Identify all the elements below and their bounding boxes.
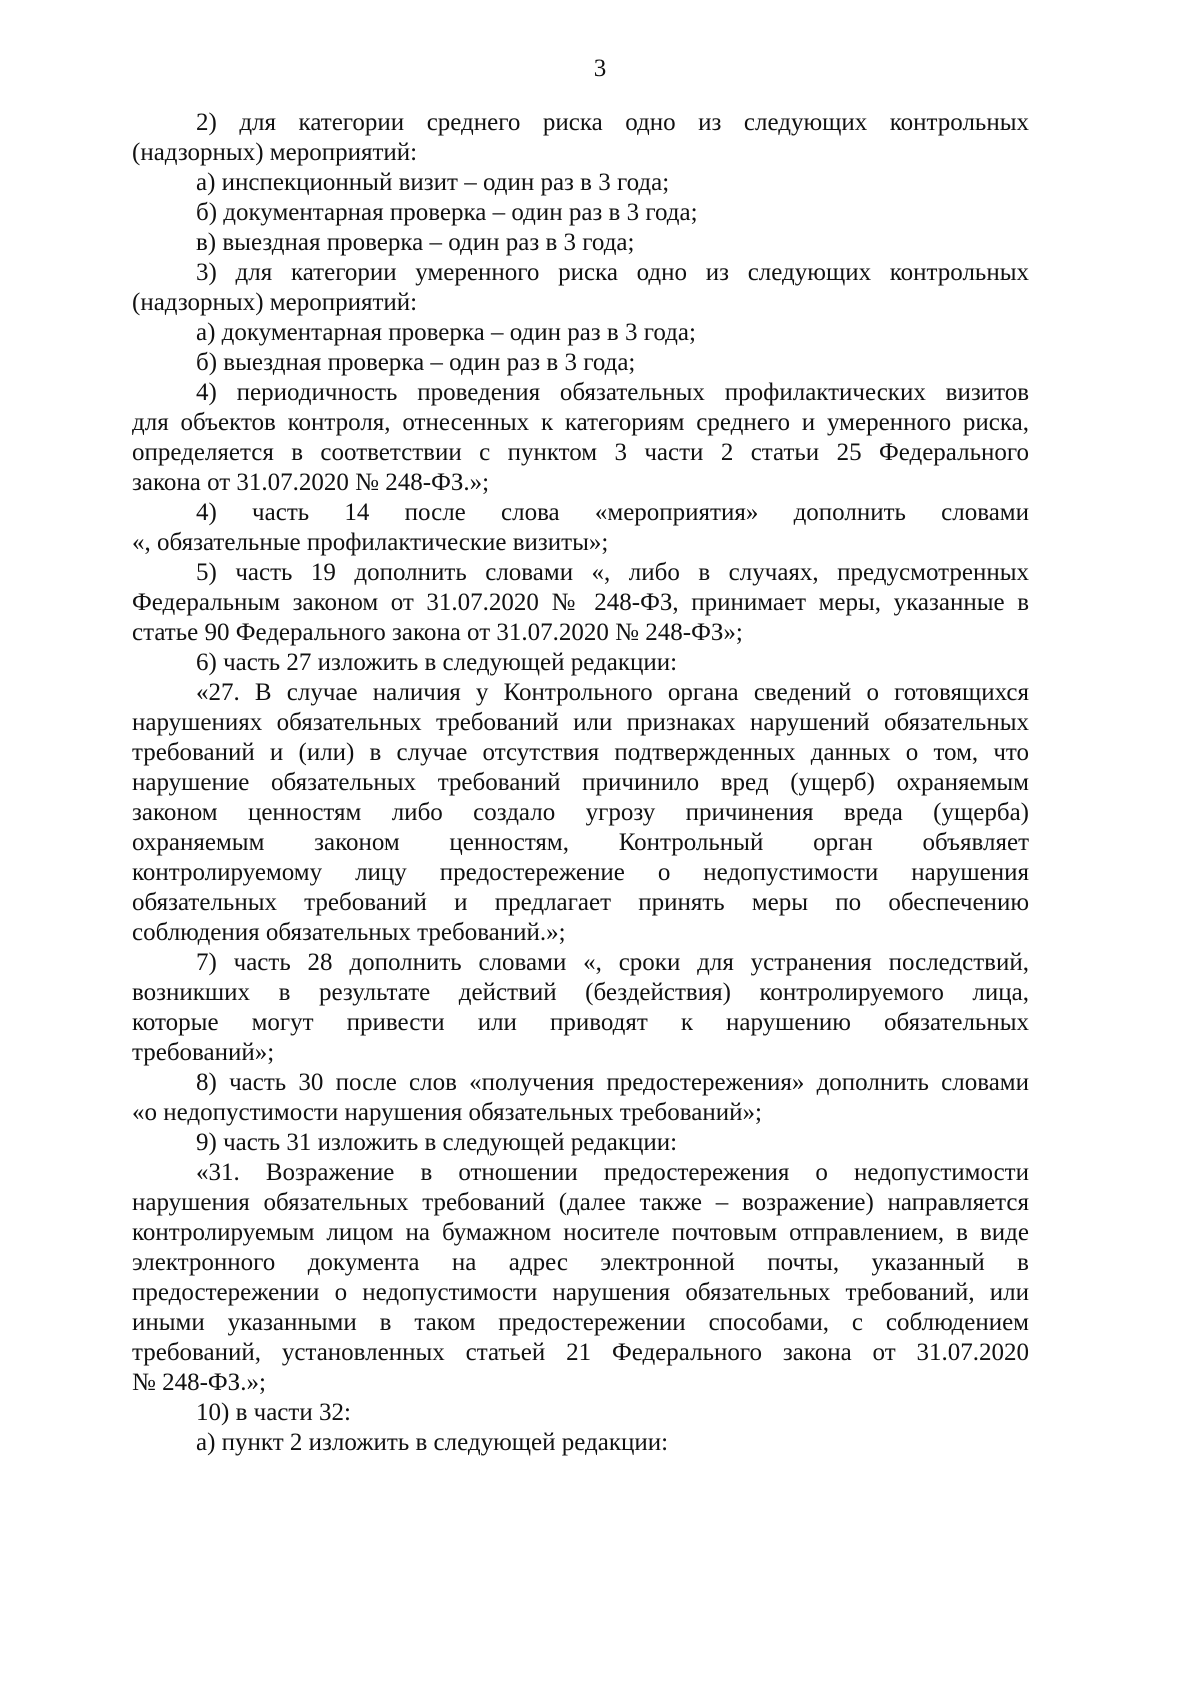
document-body — [132, 108, 1029, 1458]
text-line: которые могут привести или приводят к нарушению обязательных — [132, 1009, 1029, 1036]
text-line: определяется в соответствии с пунктом 3 части 2 статьи 25 Федерального — [132, 439, 1029, 466]
text-line: требований, установленных статьей 21 Федерального закона от 31.07.2020 — [132, 1339, 1029, 1366]
text-line: 4) периодичность проведения обязательных профилактических визитов — [196, 379, 1029, 406]
text-line: 3) для категории умеренного риска одно из следующих контрольных — [196, 259, 1029, 286]
text-line: 6) часть 27 изложить в следующей редакции: — [196, 649, 678, 676]
text-line: требований»; — [132, 1039, 275, 1066]
text-line: иными указанными в таком предостережении способами, с соблюдением — [132, 1309, 1029, 1336]
text-line: 4) часть 14 после слова «мероприятия» дополнить словами — [196, 499, 1029, 526]
text-line: б) выездная проверка – один раз в 3 года; — [196, 349, 636, 376]
text-line: 10) в части 32: — [196, 1399, 351, 1426]
text-line: в) выездная проверка – один раз в 3 года; — [196, 229, 635, 256]
text-line: возникших в результате действий (бездействия) контролируемого лица, — [132, 979, 1029, 1006]
text-line: 7) часть 28 дополнить словами «, сроки для устранения последствий, — [196, 949, 1029, 976]
text-line: 2) для категории среднего риска одно из следующих контрольных — [196, 109, 1029, 136]
text-line: статье 90 Федерального закона от 31.07.2020 № 248-ФЗ»; — [132, 619, 743, 646]
text-line: законом ценностям либо создало угрозу причинения вреда (ущерба) — [132, 799, 1029, 826]
text-line: закона от 31.07.2020 № 248-ФЗ.»; — [132, 469, 490, 496]
text-line: 8) часть 30 после слов «получения предостережения» дополнить словами — [196, 1069, 1029, 1096]
text-line: а) документарная проверка – один раз в 3 года; — [196, 319, 696, 346]
page-number: 3 — [593, 55, 607, 82]
text-line: Федеральным законом от 31.07.2020 № 248-ФЗ, принимает меры, указанные в — [132, 589, 1029, 616]
text-line: а) пункт 2 изложить в следующей редакции: — [196, 1429, 669, 1456]
text-line: для объектов контроля, отнесенных к категориям среднего и умеренного риска, — [132, 409, 1029, 436]
text-line: охраняемым законом ценностям, Контрольный орган объявляет — [132, 829, 1029, 856]
text-line: 5) часть 19 дополнить словами «, либо в случаях, предусмотренных — [196, 559, 1029, 586]
text-line: «, обязательные профилактические визиты»; — [132, 529, 609, 556]
text-line: контролируемым лицом на бумажном носителе почтовым отправлением, в виде — [132, 1219, 1029, 1246]
text-line: «27. В случае наличия у Контрольного органа сведений о готовящихся — [196, 679, 1029, 706]
text-line: «31. Возражение в отношении предостережения о недопустимости — [196, 1159, 1029, 1186]
text-line: нарушения обязательных требований (далее также – возражение) направляется — [132, 1189, 1029, 1216]
text-line: контролируемому лицу предостережение о недопустимости нарушения — [132, 859, 1029, 886]
text-line: № 248-ФЗ.»; — [132, 1369, 266, 1396]
text-line: предостережении о недопустимости нарушения обязательных требований, или — [132, 1279, 1029, 1306]
text-line: требований и (или) в случае отсутствия подтвержденных данных о том, что — [132, 739, 1029, 766]
text-line: (надзорных) мероприятий: — [132, 289, 418, 316]
text-line: «о недопустимости нарушения обязательных требований»; — [132, 1099, 762, 1126]
text-line: 9) часть 31 изложить в следующей редакции: — [196, 1129, 678, 1156]
text-line: (надзорных) мероприятий: — [132, 139, 418, 166]
text-line: соблюдения обязательных требований.»; — [132, 919, 566, 946]
text-line: нарушение обязательных требований причинило вред (ущерб) охраняемым — [132, 769, 1029, 796]
text-line: нарушениях обязательных требований или признаках нарушений обязательных — [132, 709, 1029, 736]
text-line: б) документарная проверка – один раз в 3 года; — [196, 199, 698, 226]
text-line: обязательных требований и предлагает принять меры по обеспечению — [132, 889, 1029, 916]
text-line: электронного документа на адрес электронной почты, указанный в — [132, 1249, 1029, 1276]
text-line: а) инспекционный визит – один раз в 3 года; — [196, 169, 670, 196]
